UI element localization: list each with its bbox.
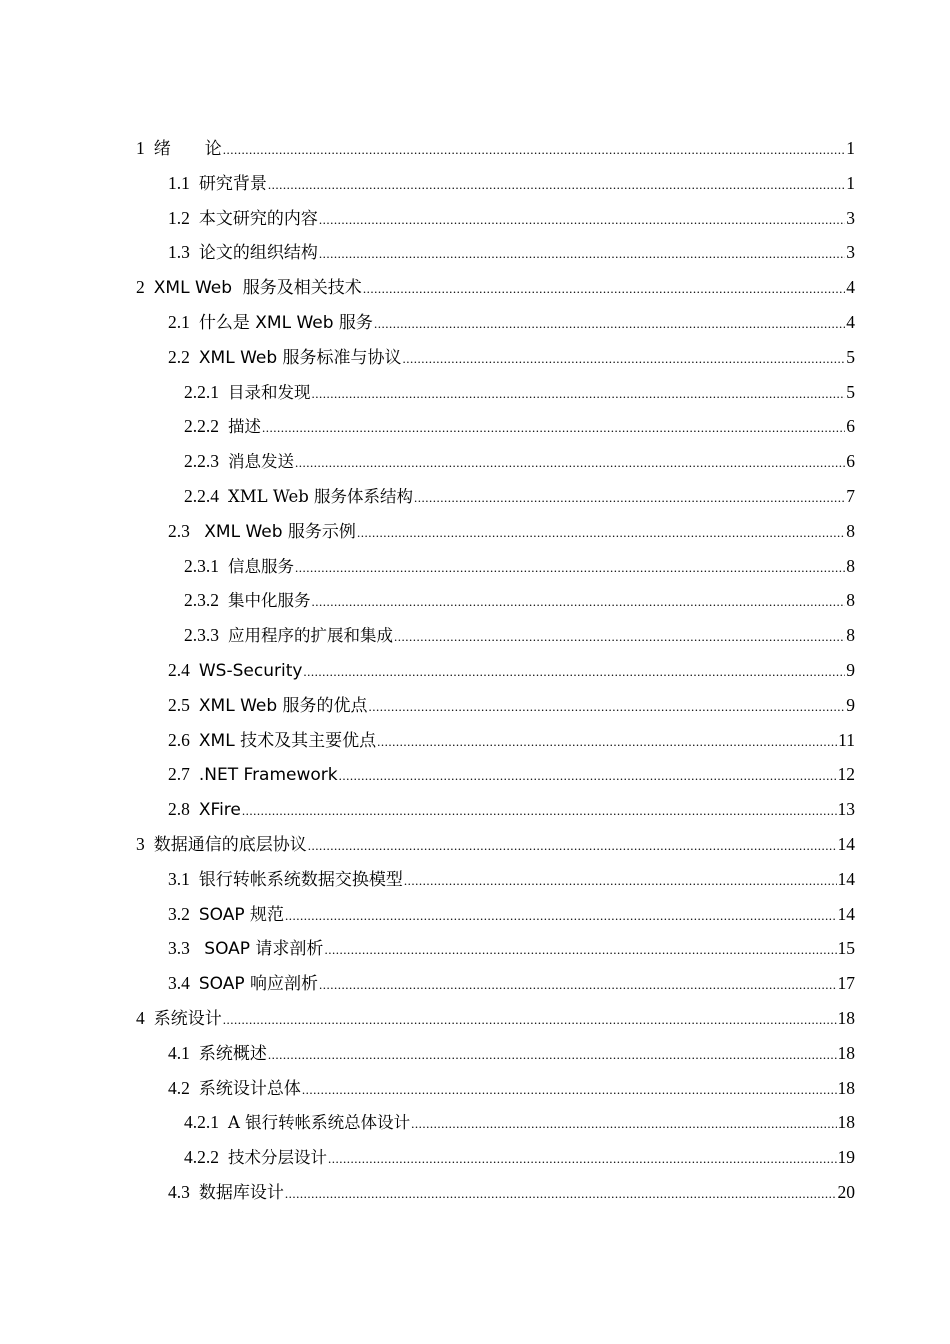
toc-entry[interactable] [0, 618, 950, 653]
toc-entry-title: A 银行转帐系统总体设计 [228, 1113, 411, 1133]
toc-entry-number: 2.6 [168, 729, 190, 750]
toc-entry[interactable] [0, 931, 950, 966]
toc-entry-number: 4 [136, 1007, 145, 1028]
toc-entry-title: 论文的组织结构 [198, 243, 318, 264]
toc-entry[interactable] [0, 1105, 950, 1140]
toc-entry[interactable] [0, 1036, 950, 1071]
toc-entry-page-number: 8 [846, 625, 855, 646]
toc-entry-number: 3 [136, 833, 145, 854]
toc-entry-title: 目录和发现 [228, 382, 311, 402]
toc-entry-title: XML Web 服务示例 [198, 521, 356, 542]
dot-leader [223, 133, 846, 168]
toc-entry-page-number: 17 [837, 973, 855, 994]
dot-leader [295, 551, 845, 586]
dot-leader [339, 759, 837, 794]
toc-entry-number: 3.2 [168, 903, 190, 924]
toc-entry[interactable] [0, 549, 950, 584]
toc-entry-number: 2.7 [168, 764, 190, 785]
dot-leader [319, 203, 845, 238]
dot-leader [312, 377, 846, 412]
toc-entry-title: WS-Security [198, 660, 303, 681]
toc-entry[interactable] [0, 235, 950, 270]
toc-entry-title: 消息发送 [228, 452, 294, 472]
toc-entry-page-number: 5 [846, 381, 855, 402]
toc-entry-page-number: 5 [846, 346, 855, 367]
toc-entry[interactable] [0, 1001, 950, 1036]
toc-entry-number: 1.2 [168, 207, 190, 228]
toc-entry-title: 绪 论 [153, 139, 222, 159]
toc-entry-number: 2.3 [168, 520, 190, 541]
toc-entry[interactable] [0, 1071, 950, 1106]
dot-leader [404, 864, 837, 899]
toc-entry-number: 4.2.1 [184, 1112, 219, 1133]
toc-entry-title: XML Web 服务及相关技术 [153, 278, 362, 299]
toc-entry[interactable] [0, 479, 950, 514]
toc-entry[interactable] [0, 1140, 950, 1175]
toc-entry-title: 系统概述 [198, 1043, 267, 1064]
dot-leader [357, 516, 845, 551]
toc-entry-page-number: 4 [846, 277, 855, 298]
toc-entry-page-number: 6 [846, 451, 855, 472]
toc-entry[interactable] [0, 340, 950, 375]
toc-entry[interactable] [0, 897, 950, 932]
toc-entry-title: 系统设计 [153, 1008, 222, 1029]
toc-entry-page-number: 14 [837, 868, 855, 889]
toc-entry-title: 描述 [228, 417, 261, 437]
toc-entry-page-number: 9 [846, 659, 855, 680]
toc-entry-number: 2 [136, 277, 145, 298]
dot-leader [411, 1107, 836, 1142]
toc-entry[interactable] [0, 966, 950, 1001]
toc-entry-page-number: 8 [846, 555, 855, 576]
toc-entry-page-number: 19 [837, 1147, 855, 1168]
dot-leader [328, 1142, 837, 1177]
dot-leader [295, 446, 845, 481]
toc-entry[interactable] [0, 270, 950, 305]
dot-leader [377, 725, 837, 760]
toc-entry[interactable] [0, 1175, 950, 1210]
toc-entry-page-number: 1 [846, 172, 855, 193]
toc-entry-page-number: 18 [837, 1007, 855, 1028]
toc-entry[interactable] [0, 409, 950, 444]
toc-entry-title: 本文研究的内容 [198, 208, 318, 229]
toc-entry-page-number: 14 [837, 833, 855, 854]
toc-entry-number: 3.1 [168, 868, 190, 889]
toc-entry[interactable] [0, 514, 950, 549]
toc-entry-number: 2.3.3 [184, 625, 219, 646]
toc-entry-page-number: 14 [837, 903, 855, 924]
toc-entry-number: 4.2.2 [184, 1147, 219, 1168]
toc-entry-number: 4.3 [168, 1181, 190, 1202]
toc-entry-number: 3.4 [168, 973, 190, 994]
toc-entry[interactable] [0, 583, 950, 618]
dot-leader [223, 1003, 837, 1038]
toc-entry-title: 数据库设计 [198, 1182, 284, 1203]
toc-entry-number: 2.8 [168, 799, 190, 820]
toc-entry-number: 2.3.1 [184, 555, 219, 576]
toc-entry-number: 2.2.2 [184, 416, 219, 437]
dot-leader [268, 168, 845, 203]
toc-entry-title: 研究背景 [198, 173, 267, 194]
dot-leader [319, 968, 836, 1003]
toc-entry-page-number: 1 [846, 138, 855, 158]
toc-entry-title: .NET Framework [198, 765, 338, 786]
toc-entry-number: 2.1 [168, 311, 190, 332]
toc-entry-title: SOAP 请求剖析 [198, 939, 324, 960]
dot-leader [268, 1038, 837, 1073]
toc-entry-title: XML 技术及其主要优点 [198, 730, 377, 751]
toc-entry-number: 2.2.4 [184, 485, 219, 506]
toc-entry-title: 集中化服务 [228, 591, 311, 611]
toc-entry-number: 2.3.2 [184, 590, 219, 611]
dot-leader [303, 655, 845, 690]
dot-leader [363, 272, 845, 307]
toc-entry-page-number: 12 [837, 764, 855, 785]
toc-entry-page-number: 11 [838, 729, 855, 750]
dot-leader [319, 237, 845, 272]
toc-entry-number: 4.1 [168, 1042, 190, 1063]
toc-entry-number: 2.2 [168, 346, 190, 367]
toc-entry-number: 4.2 [168, 1077, 190, 1098]
dot-leader [302, 1073, 837, 1108]
toc-entry-number: 2.2.1 [184, 381, 219, 402]
toc-entry[interactable] [0, 375, 950, 410]
toc-entry-page-number: 9 [846, 694, 855, 715]
toc-entry[interactable] [0, 792, 950, 827]
toc-entry-page-number: 3 [846, 242, 855, 263]
dot-leader [262, 411, 845, 446]
toc-entry-title: SOAP 响应剖析 [198, 974, 319, 995]
toc-entry-title: 系统设计总体 [198, 1078, 301, 1099]
toc-entry-number: 1.1 [168, 172, 190, 193]
dot-leader [374, 307, 845, 342]
toc-entry-title: 信息服务 [228, 556, 294, 576]
toc-entry[interactable] [0, 653, 950, 688]
toc-entry-page-number: 8 [846, 590, 855, 611]
dot-leader [308, 829, 837, 864]
toc-entry-number: 3.3 [168, 938, 190, 959]
toc-entry-page-number: 13 [837, 799, 855, 820]
toc-entry-title: XFire [198, 800, 241, 821]
toc-entry-number: 2.5 [168, 694, 190, 715]
table-of-contents [0, 131, 950, 1210]
toc-entry-title: XML Web 服务标准与协议 [198, 347, 402, 368]
toc-entry-page-number: 18 [837, 1077, 855, 1098]
toc-entry[interactable] [0, 444, 950, 479]
toc-entry-page-number: 20 [837, 1181, 855, 1202]
toc-entry-number: 2.4 [168, 659, 190, 680]
toc-entry[interactable] [0, 827, 950, 862]
toc-entry-page-number: 6 [846, 416, 855, 437]
toc-entry-title: 银行转帐系统数据交换模型 [198, 869, 403, 890]
toc-entry[interactable] [0, 305, 950, 340]
toc-entry-page-number: 3 [846, 207, 855, 228]
toc-entry-title: 什么是 XML Web 服务 [198, 312, 373, 333]
toc-entry[interactable] [0, 131, 950, 166]
toc-entry-title: SOAP 规范 [198, 904, 285, 925]
dot-leader [394, 620, 845, 655]
toc-entry[interactable] [0, 757, 950, 792]
dot-leader [242, 794, 837, 829]
dot-leader [403, 342, 846, 377]
toc-entry-page-number: 18 [837, 1042, 855, 1063]
dot-leader [285, 1177, 837, 1212]
toc-entry-title: 应用程序的扩展和集成 [228, 626, 393, 646]
toc-entry[interactable] [0, 201, 950, 236]
dot-leader [324, 933, 836, 968]
toc-entry-page-number: 4 [846, 311, 855, 332]
toc-entry[interactable] [0, 723, 950, 758]
toc-entry-page-number: 18 [837, 1112, 855, 1133]
toc-entry[interactable] [0, 166, 950, 201]
toc-entry-page-number: 15 [837, 938, 855, 959]
toc-entry-number: 1 [136, 138, 145, 158]
toc-entry-page-number: 8 [846, 520, 855, 541]
toc-entry[interactable] [0, 688, 950, 723]
toc-entry-title: XML Web 服务体系结构 [228, 486, 414, 506]
dot-leader [414, 481, 845, 516]
dot-leader [312, 585, 846, 620]
toc-entry-number: 1.3 [168, 242, 190, 263]
dot-leader [369, 690, 846, 725]
toc-entry-title: 数据通信的底层协议 [153, 834, 307, 855]
dot-leader [285, 899, 836, 934]
toc-entry-title: 技术分层设计 [228, 1148, 327, 1168]
toc-entry-number: 2.2.3 [184, 451, 219, 472]
toc-entry[interactable] [0, 862, 950, 897]
toc-entry-title: XML Web 服务的优点 [198, 695, 368, 716]
toc-entry-page-number: 7 [846, 485, 855, 506]
